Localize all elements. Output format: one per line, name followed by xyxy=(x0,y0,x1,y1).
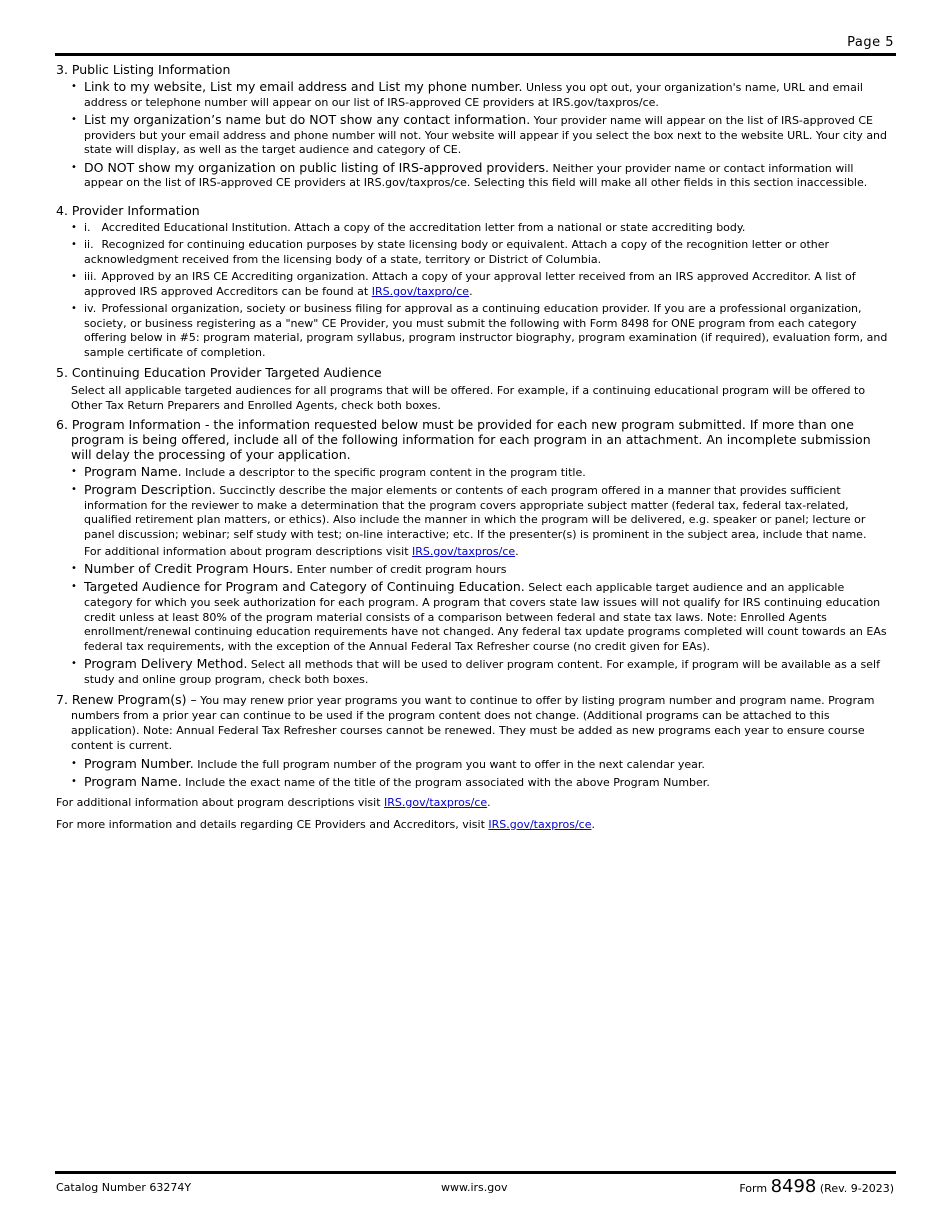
section-paragraph xyxy=(56,692,894,753)
item-lead: Targeted Audience for Program and Category of Continuing Education. xyxy=(84,579,525,595)
item-text: Select each applicable target audience and an applicable category for which you seek authorization for each program. A program that covers state law issues will not qualify for IRS continuing education credit unless at least 80% of the program material consists of a comparison between federal and state tax laws. Note: Enrolled Agents enrollment/renewal continuing education requirements have not changed. Any federal tax update programs completed will count towards an EAs federal tax requirements, with the exception of the Annual Federal Tax Refresher course (no credit given for EAs). xyxy=(84,581,887,653)
section-title: 5. Continuing Education Provider Targeted Audience xyxy=(56,364,382,380)
item-text: Professional organization, society or business filing for approval as a continuing education provider. If you are a professional organization, society, or business registering as a "new" CE Provider, you must submit the following with Form 8498 for ONE program from each category offering below in #5: program material, program syllabus, program instructor biography, program examination (if required), evaluation form, and sample certificate of completion. xyxy=(84,301,888,360)
form-revision: (Rev. 9-2023) xyxy=(819,1182,894,1195)
item-text: Unless you opt out, your organization's name, URL and email address or telephone number will appear on our list of IRS-approved CE providers at IRS.gov/taxpros/ce. xyxy=(84,81,863,109)
page-number: Page 5 xyxy=(847,35,894,50)
list-item xyxy=(70,483,894,560)
item-number: i. xyxy=(84,220,91,234)
item-lead: DO NOT show my organization on public listing of IRS-approved providers. xyxy=(84,159,549,175)
list-item xyxy=(70,161,894,191)
item-extra xyxy=(84,545,894,560)
item-text: Approved by an IRS CE Accrediting organization. Attach a copy of your approval letter received from an IRS approved Accreditor. A list of approved IRS approved Accreditors can be found at xyxy=(84,270,856,298)
item-text: Succinctly describe the major elements or contents of each program offered in a manner that provides sufficient information for the reviewer to make a determination that the program covers appropriate subject matter (federal tax, federal tax-related, qualified retirement plan matters, or ethics). Also include the manner in which the program will be delivered, e.g. speaker or panel; lecture or panel discussion; webinar; self study with test; on-line interactive; etc. If the presenter(s) is prominent in the subject area, include that name. xyxy=(84,483,867,542)
program-descriptions-link[interactable]: IRS.gov/taxpros/ce xyxy=(412,544,516,558)
item-lead: Program Delivery Method. xyxy=(84,656,248,672)
note-after: . xyxy=(487,795,491,809)
item-number: iii. xyxy=(84,270,97,284)
item-number: ii. xyxy=(84,238,94,252)
note-program-descriptions xyxy=(56,795,894,810)
note-text: For additional information about program descriptions visit xyxy=(56,795,385,809)
list-item xyxy=(70,657,894,687)
note-ce-providers-link[interactable]: IRS.gov/taxpros/ce xyxy=(488,817,592,831)
item-lead: Program Number. xyxy=(84,755,194,771)
section-text: You may renew prior year programs you want to continue to offer by listing program number and program name. Program numbers from a prior year can continue to be used if the program content does not change. (Additional programs can be attached to this application). Note: Annual Federal Tax Refresher courses cannot be renewed. They must be added as new programs each year to ensure course content is current. xyxy=(71,693,875,752)
list-item xyxy=(70,113,894,158)
list-item xyxy=(70,775,894,791)
section-title: 7. Renew Program(s) – xyxy=(56,691,197,707)
item-text: Include the full program number of the program you want to offer in the next calendar year. xyxy=(193,757,705,771)
item-text: Select all methods that will be used to deliver program content. For example, if program will be available as a self study and online group program, check both boxes. xyxy=(84,658,880,686)
note-program-descriptions-link[interactable]: IRS.gov/taxpros/ce xyxy=(384,795,488,809)
item-text: Recognized for continuing education purposes by state licensing body or equivalent. Attach a copy of the recognition letter or other acknowledgment received from the licensing body of a state, territory or District of Columbia. xyxy=(84,238,830,266)
item-text: Neither your provider name or contact information will appear on the list of IRS-approved CE providers at IRS.gov/taxpros/ce. Selecting this field will make all other fields in this section inaccessible. xyxy=(84,161,868,190)
roman-list xyxy=(56,221,894,361)
item-lead: Number of Credit Program Hours. xyxy=(84,560,294,576)
section-title: 6. Program Information - the information requested below must be provided for each new program submitted. If more than one program is being offered, include all of the following information for each program in an attachment. An incomplete submission will delay the processing of your application. xyxy=(56,416,871,462)
note-ce-providers xyxy=(56,817,894,832)
form-id xyxy=(739,1176,894,1197)
item-text: Your provider name will appear on the list of IRS-approved CE providers but your email address and phone number will not. Your website will appear if you select the box next to the website URL. Your city and state will display, as well as the target audience and category of CE. xyxy=(84,113,888,157)
note-after: . xyxy=(591,817,595,831)
section-provider-information xyxy=(56,203,894,361)
extra-after: . xyxy=(515,544,519,558)
item-lead: List my organization’s name but do NOT show any contact information. xyxy=(84,111,531,127)
section-title: 4. Provider Information xyxy=(56,202,200,218)
section-renew-programs xyxy=(56,692,894,791)
list-item xyxy=(70,80,894,110)
section-program-information xyxy=(56,417,894,688)
item-text: Include the exact name of the title of the program associated with the above Program Number. xyxy=(181,775,710,789)
accreditors-link[interactable]: IRS.gov/taxpro/ce xyxy=(371,284,470,298)
list-item xyxy=(70,757,894,773)
bullet-list xyxy=(56,465,894,688)
item-lead: Link to my website, List my email address and List my phone number. xyxy=(84,79,523,94)
item-text: Include a descriptor to the specific program content in the program title. xyxy=(181,465,586,479)
item-text: Enter number of credit program hours xyxy=(293,562,507,576)
list-item xyxy=(70,238,894,267)
section-public-listing xyxy=(56,62,894,191)
form-number: 8498 xyxy=(770,1176,817,1197)
list-item xyxy=(70,580,894,655)
list-item xyxy=(70,562,894,578)
item-lead: Program Name. xyxy=(84,773,182,789)
section-targeted-audience xyxy=(56,365,894,413)
catalog-number: Catalog Number 63274Y xyxy=(56,1181,192,1194)
bullet-list xyxy=(56,80,894,191)
extra-text: For additional information about program descriptions visit xyxy=(84,544,413,558)
list-item xyxy=(70,221,894,236)
section-text: Select all applicable targeted audiences for all programs that will be offered. For example, if a continuing educational program will be offered to Other Tax Return Preparers and Enrolled Agents, check both boxes. xyxy=(71,383,866,412)
page-footer xyxy=(56,1176,894,1198)
list-item xyxy=(70,465,894,481)
section-title: 3. Public Listing Information xyxy=(56,62,231,77)
top-divider xyxy=(55,53,896,56)
item-lead: Program Description. xyxy=(84,481,216,497)
form-word: Form xyxy=(739,1182,768,1195)
note-text: For more information and details regarding CE Providers and Accreditors, visit xyxy=(56,817,489,831)
list-item xyxy=(70,270,894,299)
list-item xyxy=(70,302,894,361)
instructions-body xyxy=(56,62,894,839)
website: www.irs.gov xyxy=(441,1181,508,1194)
bottom-divider xyxy=(55,1171,896,1174)
item-lead: Program Name. xyxy=(84,463,182,479)
item-text-after: . xyxy=(469,284,473,298)
item-number: iv. xyxy=(84,301,97,315)
item-text: Accredited Educational Institution. Attach a copy of the accreditation letter from a national or state accrediting body. xyxy=(98,220,746,234)
bullet-list xyxy=(56,757,894,791)
